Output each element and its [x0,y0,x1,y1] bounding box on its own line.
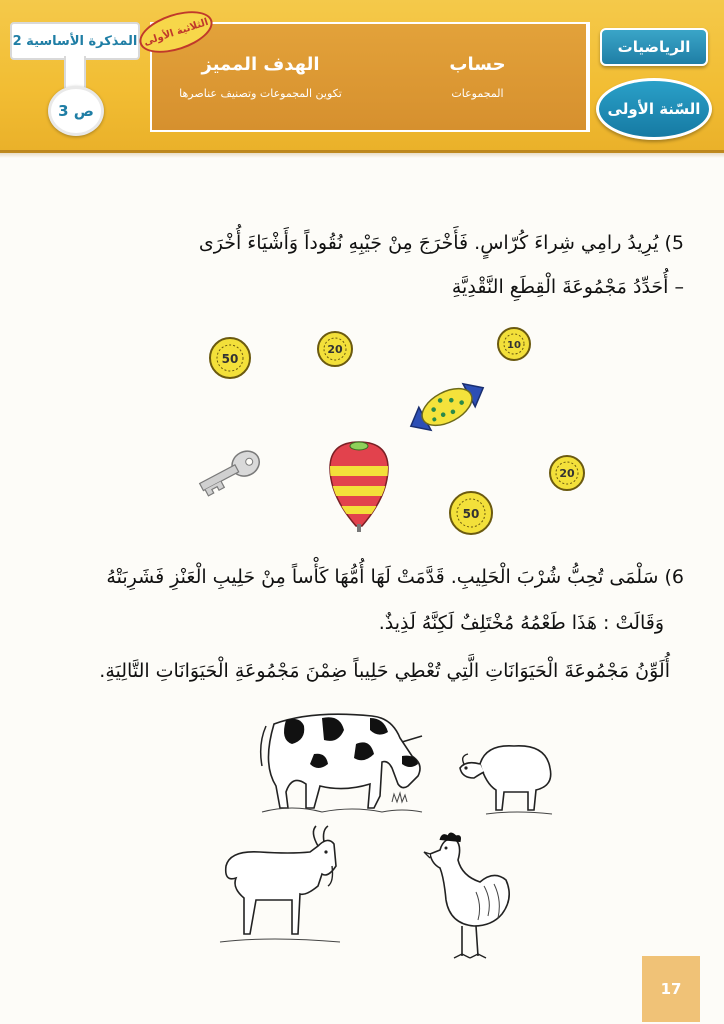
exercise6-instruction: أُلَوِّنُ مَجْمُوعَةَ الْحَيَوَانَاتِ الَّتِي تُعْطِي حَلِيباً ضِمْنَ مَجْمُوعَةِ الْحَيَوَانَاتِ التَّالِيَةِ. [99,660,670,682]
tab-connector [64,56,86,88]
page-number: 17 [642,956,700,1022]
exercise5-statement: 5) يُرِيدُ رامِي شِراءَ كُرّاسٍ. فَأَخْرَجَ مِنْ جَيْبِهِ نُقُوداً وَأَشْيَاءَ أُخْرَى [198,232,684,254]
year-badge: السّنة الأولى [596,78,712,140]
trimester-badge: الثلاثية الأولى [134,3,217,61]
coin-value: 10 [507,340,521,351]
goal-title: الهدف المميز [201,54,320,75]
lesson-info-box [150,22,590,132]
subject-tab: الرياضيات [600,28,708,66]
domain-cell [369,24,588,130]
page-header [0,0,724,153]
domain-subtitle: المجموعات [451,87,504,100]
spinning-top-icon [326,438,392,534]
notebook-label: المذكرة الأساسية 2 [10,22,140,60]
cow-drawing[interactable] [252,704,428,824]
coin-value: 20 [559,467,575,480]
page-reference-badge: ص 3 [48,86,104,136]
coin-icon [548,454,586,492]
coin-icon [448,490,494,536]
coin-icon [208,336,252,380]
goat-drawing[interactable] [210,826,350,950]
exercise6-statement: 6) سَلْمَى تُحِبُّ شُرْبَ الْحَلِيبِ. قَدَّمَتْ لَهَا أُمُّهَا كَأْساً مِنْ حَلِيبِ الْعَنْزِ فَشَرِبَتْهُ [106,566,684,588]
exercise5-instruction: – أُحَدِّدُ مَجْمُوعَةَ الْقِطَعِ النَّقْدِيَّةِ [451,276,684,298]
sheep-drawing[interactable] [456,734,556,818]
coin-value: 50 [462,507,480,521]
exercise6-quote: وَقَالَتْ : هَذَا طَعْمُهُ مُخْتَلِفٌ لَكِنَّهُ لَذِيذٌ. [378,612,664,634]
coin-icon [496,326,532,362]
candy-icon [404,376,490,438]
coin-icon [316,330,354,368]
coin-value: 20 [327,343,343,356]
goal-subtitle: تكوين المجموعات وتصنيف عناصرها [179,87,342,100]
coin-value: 50 [221,352,239,366]
rooster-drawing[interactable] [422,830,514,970]
domain-title: حساب [449,54,506,75]
key-icon [190,444,266,502]
